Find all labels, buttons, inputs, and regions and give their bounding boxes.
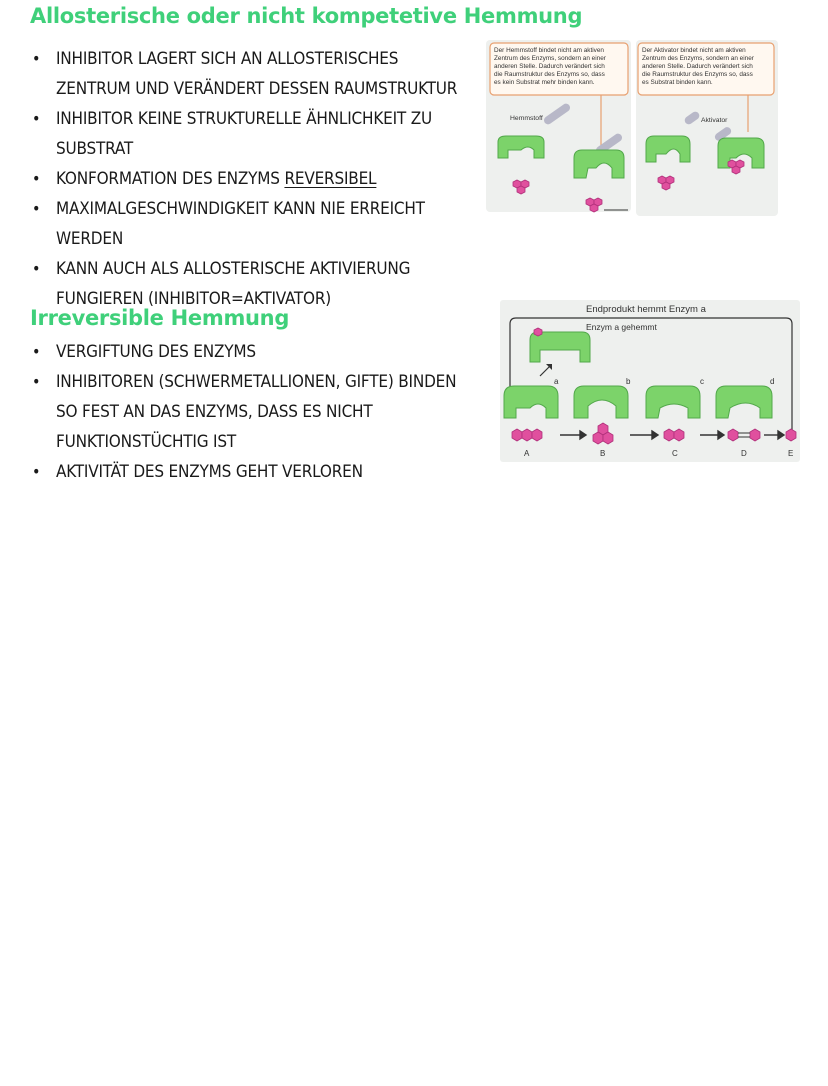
substance-label: C: [672, 449, 678, 458]
enzyme-label: b: [626, 377, 631, 386]
box-line: es Substrat binden kann.: [642, 79, 713, 86]
enzyme-label: a: [554, 377, 559, 386]
box-line: Der Hemmstoff bindet nicht am aktiven: [494, 47, 604, 54]
enzyme-label: d: [770, 377, 775, 386]
bullet-item: • KANN AUCH ALS ALLOSTERISCHE AKTIVIERUNG FUNGIEREN (INHIBITOR=AKTIVATOR): [30, 254, 460, 314]
bullet-item: • AKTIVITÄT DES ENZYMS GEHT VERLOREN: [30, 457, 462, 487]
box-line: es kein Substrat mehr binden kann.: [494, 79, 595, 86]
substance-label: B: [600, 449, 606, 458]
end-product-icon: [534, 328, 542, 336]
bullet-list-allosterisch: [30, 44, 460, 314]
feedback-inhibition-figure: [500, 300, 800, 462]
box-line: Zentrum des Enzyms, sondern an einer: [494, 55, 606, 62]
bullet-item: • MAXIMALGESCHWINDIGKEIT KANN NIE ERREICHT WERDEN: [30, 194, 460, 254]
section-heading-irreversibel: Irreversible Hemmung: [30, 306, 290, 330]
underlined-word: REVERSIBEL: [284, 169, 377, 189]
bullet-list-irreversibel: [30, 337, 462, 487]
bullet-item: • INHIBITOR KEINE STRUKTURELLE ÄHNLICHKEIT ZU SUBSTRAT: [30, 104, 460, 164]
box-line: die Raumstruktur des Enzyms so, dass: [494, 71, 605, 78]
label-aktivator: Aktivator: [701, 117, 728, 124]
box-line: die Raumstruktur des Enzyms so, dass: [642, 71, 753, 78]
box-line: anderen Stelle. Dadurch verändert sich: [494, 63, 605, 70]
substrate-icon: [512, 429, 542, 441]
box-line: anderen Stelle. Dadurch verändert sich: [642, 63, 753, 70]
substance-label: D: [741, 449, 747, 458]
enzyme-label: c: [700, 377, 704, 386]
substance-label: A: [524, 449, 530, 458]
figure-title: Endprodukt hemmt Enzym a: [586, 304, 706, 315]
substance-label: E: [788, 449, 794, 458]
bullet-item: • INHIBITOR LAGERT SICH AN ALLOSTERISCHES ZENTRUM UND VERÄNDERT DESSEN RAUMSTRUKTUR: [30, 44, 460, 104]
box-line: Der Aktivator bindet nicht am aktiven: [642, 47, 746, 54]
label-hemmstoff: Hemmstoff: [510, 115, 543, 122]
bullet-item: • INHIBITOREN (SCHWERMETALLIONEN, GIFTE) BINDEN SO FEST AN DAS ENZYMS, DASS ES NICHT FUNKTIONSTÜCHTIG IST: [30, 367, 462, 457]
box-line: Zentrum des Enzyms, sondern an einer: [642, 55, 754, 62]
bullet-item: • KONFORMATION DES ENZYMS REVERSIBEL: [30, 164, 460, 194]
bullet-item: • VERGIFTUNG DES ENZYMS: [30, 337, 462, 367]
figure-subtitle: Enzym a gehemmt: [586, 322, 657, 332]
substrate-icon: [786, 429, 796, 441]
section-heading-allosterisch: Allosterische oder nicht kompetetive Hemmung: [30, 4, 583, 28]
allosteric-figure: [486, 40, 778, 216]
